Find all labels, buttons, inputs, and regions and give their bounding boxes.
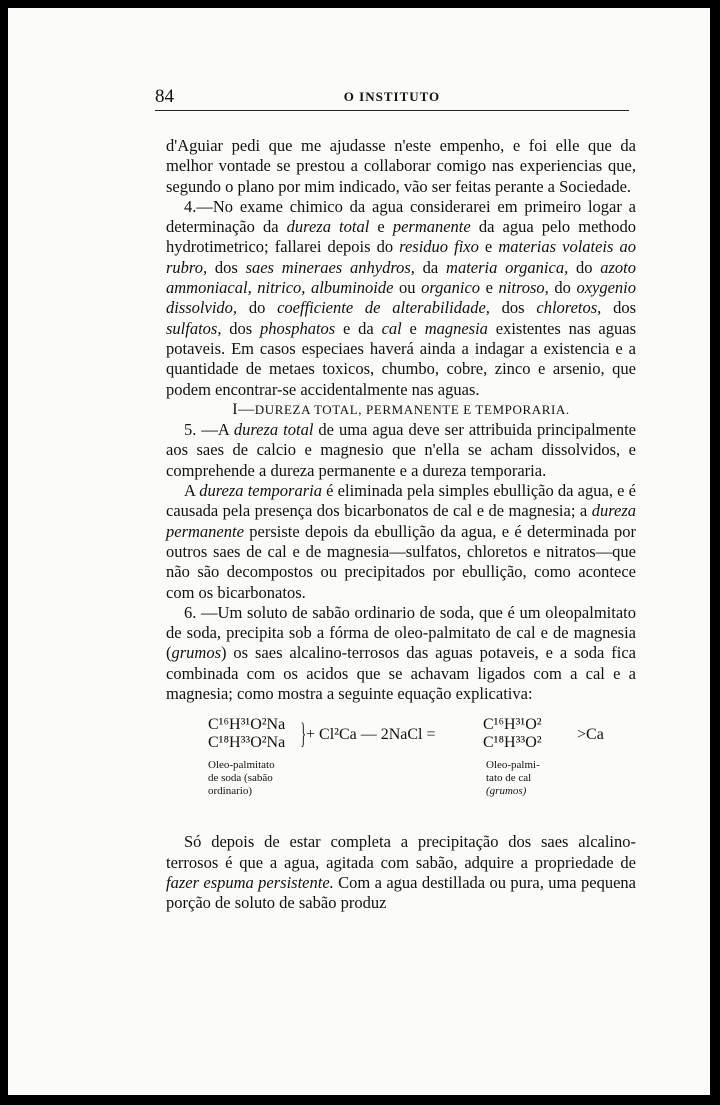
section-heading: I—DUREZA TOTAL, PERMANENTE E TEMPORARIA. xyxy=(232,400,570,418)
paragraph-temporaria: A dureza temporaria é eliminada pela simples ebullição da agua, e é causada pela presença dos bicarbonatos de cal e de magnesia; a dureza permanente persiste depois da ebullição da agua, e é determinada por outros saes de cal e de magnesia—sulfatos, chloretos e nitratos—que não são decompostos ou precipitados por ebullição, como acontece com os bicarbonatos. xyxy=(166,481,636,602)
body-text xyxy=(166,136,636,914)
equation-products: C¹⁶H³¹O² C¹⁸H³³O² xyxy=(483,716,542,752)
page-number: 84 xyxy=(155,86,174,107)
equation-note-right: Oleo-palmi- tato de cal (grumos) xyxy=(486,759,540,798)
equation-calcium: >Ca xyxy=(577,726,604,744)
paragraph-6: 6. —Um soluto de sabão ordinario de soda, que é um oleopalmitato de soda, precipita sob a fórma de oleo-palmitato de cal e de magnesia (grumos) os saes alcalino-terrosos das aguas potaveis, e a soda fica combinada com os acidos que se achavam ligados com a cal e a magnesia; como mostra a seguinte equação explicativa: xyxy=(166,602,636,704)
paragraph-1: d'Aguiar pedi que me ajudasse n'este empenho, e foi elle que da melhor vontade se prestou a collaborar comigo nas experiencias que, segundo o plano por mim indicado, vão ser feitas perante a Sociedade. xyxy=(166,136,636,196)
page-header xyxy=(155,88,629,111)
page xyxy=(8,8,710,1095)
running-title: O INSTITUTO xyxy=(343,89,441,104)
chemical-equation xyxy=(166,712,636,822)
equation-reactants: C¹⁶H³¹O²Na C¹⁸H³³O²Na xyxy=(208,716,286,752)
equation-operator: + Cl²Ca — 2NaCl = xyxy=(306,726,436,744)
paragraph-5: 5. —A dureza total de uma agua deve ser attribuida principalmente aos saes de calcio e magnesio que n'ella se acham dissolvidos, e comprehende a dureza permanente e a dureza temporaria. xyxy=(166,420,636,480)
brace-icon: } xyxy=(300,717,307,751)
paragraph-last: Só depois de estar completa a precipitação dos saes alcalino-terrosos é que a agua, agitada com sabão, adquire a propriedade de fazer espuma persistente. Com a agua destillada ou pura, uma pequena porção de soluto de sabão produz xyxy=(166,832,636,913)
paragraph-4: 4.—No exame chimico da agua considerarei em primeiro logar a determinação da dureza total e permanente da agua pelo methodo hydrotimetrico; fallarei depois do residuo fixo e materias volateis ao rubro, dos saes mineraes anhydros, da materia organica, do azoto ammoniacal, nitrico, albuminoide ou organico e nitroso, do oxygenio dissolvido, do coefficiente de alterabilidade, dos chloretos, dos sulfatos, dos phosphatos e da cal e magnesia existentes nas aguas potaveis. Em casos especiaes haverá ainda a indagar a existencia e a quantidade de metaes toxicos, chumbo, cobre, zinco e arsenio, que podem encontrar-se accidentalmente nas aguas. xyxy=(166,196,637,399)
equation-note-left: Oleo-palmitato de soda (sabão ordinario) xyxy=(208,759,275,798)
